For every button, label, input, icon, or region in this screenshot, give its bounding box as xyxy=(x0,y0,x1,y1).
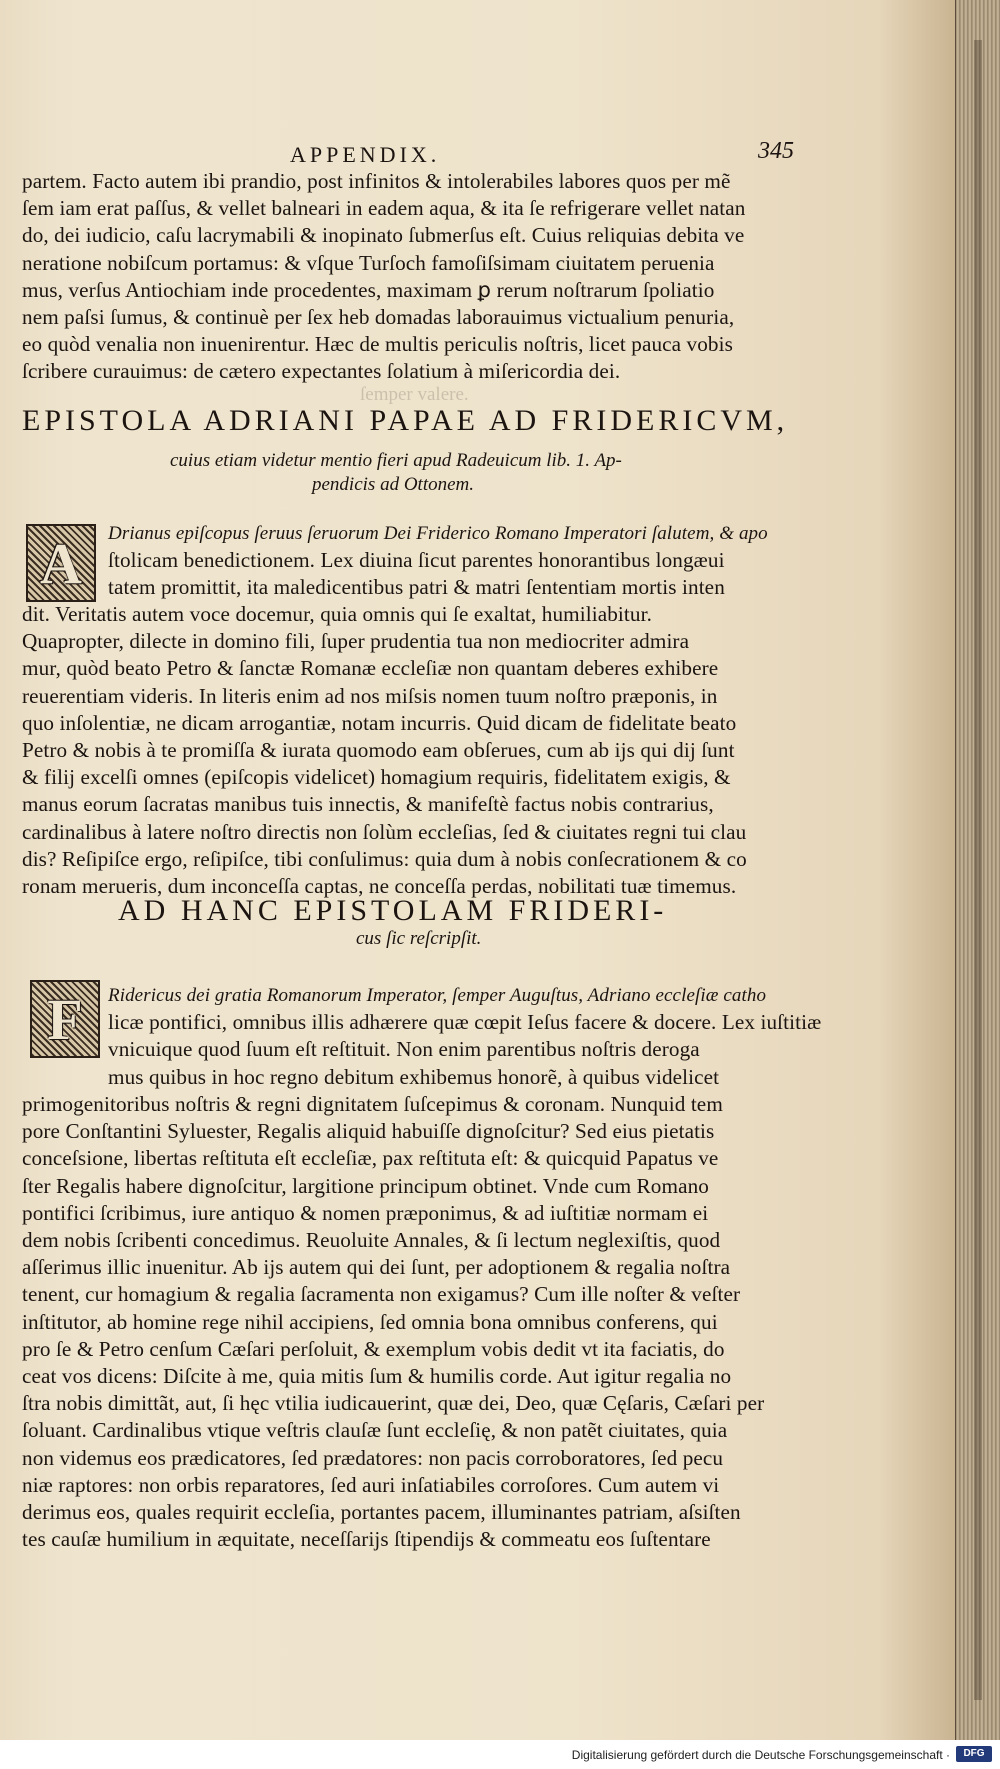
letter-adriani-body xyxy=(22,601,807,900)
text-line: eo quòd venalia non inuenirentur. Hæc de multis periculis noſtris, licet pauca vobis xyxy=(22,332,733,357)
text-line: primogenitoribus noſtris & regni dignitatem ſuſcepimus & coronam. Nunquid tem xyxy=(22,1092,723,1116)
section-previous-letter xyxy=(22,168,807,386)
page-number: 345 xyxy=(758,138,794,164)
text-line: pro ſe & Petro cenſum Cæſari perſoluit, & exemplum vobis dedit vt ita faciatis, do xyxy=(22,1336,725,1361)
text-line: neratione nobiſcum portamus: & vſque Turſoch famoſiſsimam ciuitatem peruenia xyxy=(22,250,715,275)
dfg-logo: DFG xyxy=(956,1746,992,1762)
text-line: ceat vos dicens: Diſcite à me, quia mitis ſum & humilis corde. Aut igitur regalia no xyxy=(22,1364,732,1389)
text-line: nem paſsi ſumus, & continuè per ſex heb domadas laborauimus victualium penuria, xyxy=(22,305,735,330)
funding-credit: Digitalisierung gefördert durch die Deutsche Forschungsgemeinschaft · xyxy=(571,1748,950,1762)
text-line: ſtolicam benedictionem. Lex diuina ſicut parentes honorantibus longæui xyxy=(108,548,725,573)
text-line: vnicuique quod ſuum eſt reſtituit. Non enim parentibus noſtris deroga xyxy=(108,1037,700,1062)
text-line: cardinalibus à latere noſtro directis non ſolùm eccleſias, ſed & ciuitates regni tui clau xyxy=(22,819,747,844)
text-line: manus eorum ſacratas manibus tuis innectis, & manifeſtè factus nobis contrarius, xyxy=(22,792,714,817)
text-line: ſoluant. Cardinalibus vtique veſtris clauſæ ſunt eccleſię, & non patẽt ciuitates, quia xyxy=(22,1418,728,1443)
section-subheading: cuius etiam videtur mentio fieri apud Radeuicum lib. 1. Ap- xyxy=(170,450,622,471)
text-line: & filij excelſi omnes (epiſcopis videlicet) homagium requiris, fidelitatem exigis, & xyxy=(22,765,731,790)
decorated-initial-f xyxy=(30,980,100,1058)
digitization-footer xyxy=(0,1740,1000,1769)
text-line: ſtra nobis dimittãt, aut, ſi hęc vtilia iudicauerint, quæ dei, Deo, quæ Cęſaris, Cæſari per xyxy=(22,1391,765,1416)
text-line: ſcribere curauimus: de cætero expectantes ſolatium à miſericordia dei. xyxy=(22,359,621,384)
bleed-through-text: ſemper valere. xyxy=(360,384,469,405)
text-line: conceſsione, libertas reſtituta eſt eccleſiæ, pax reſtituta eſt: & quicquid Papatus ve xyxy=(22,1146,719,1171)
text-line: tenent, cur homagium & regalia ſacramenta non exigamus? Cum ille noſter & veſter xyxy=(22,1282,741,1307)
text-line: niæ raptores: non orbis reparatores, ſed auri inſatiabiles corroſores. Cum autem vi xyxy=(22,1472,720,1497)
initial-letter: F xyxy=(47,987,83,1052)
text-line: tatem promittit, ita maledicentibus patri & matri ſententiam mortis inten xyxy=(108,575,725,600)
section-subheading: cus ſic reſcripſit. xyxy=(356,928,482,949)
text-line: do, dei iudicio, caſu lacrymabili & inopinato ſubmerſus eſt. Cuius reliquias debita ve xyxy=(22,223,745,248)
text-line: dis? Reſipiſce ergo, reſipiſce, tibi conſulimus: quia dum à nobis conſecrationem & co xyxy=(22,846,747,871)
text-line: tes cauſæ humilium in æquitate, neceſſarijs ſtipendijs & commeatu eos ſuſtentare xyxy=(22,1527,711,1552)
book-page-edge xyxy=(955,0,1000,1740)
text-line: mus quibus in hoc regno debitum exhibemus honorẽ, à quibus videlicet xyxy=(108,1064,720,1089)
text-line: ronam merueris, dum inconceſſa captas, ne conceſſa perdas, nobilitati tuæ timemus. xyxy=(22,874,737,899)
text-line: dit. Veritatis autem voce docemur, quia omnis qui ſe exaltat, humiliabitur. xyxy=(22,602,652,626)
text-line: quo inſolentiæ, ne dicam arrogantiæ, notam incurris. Quid dicam de fidelitate beato xyxy=(22,710,737,735)
text-line: ſter Regalis habere dignoſcitur, largitione principum obtinet. Vnde cum Romano xyxy=(22,1173,709,1198)
text-line: pore Conſtantini Syluester, Regalis aliquid habuiſſe dignoſcitur? Sed eius pietatis xyxy=(22,1119,715,1144)
text-line: inſtitutor, ab homine rege nihil accipiens, ſed omnia bona omnibus conferens, qui xyxy=(22,1309,718,1334)
text-line: partem. Facto autem ibi prandio, post infinitos & intolerabiles labores quos per mẽ xyxy=(22,169,731,193)
text-line: ſem iam erat paſſus, & vellet balneari in eadem aqua, & ita ſe refrigerare vellet natan xyxy=(22,196,746,221)
text-line: pontifici ſcribimus, iure antiquo & nomen præponimus, & ad iuſtitiæ normam ei xyxy=(22,1200,709,1225)
text-line: aſſerimus illic inuenitur. Ab ijs autem qui dei ſunt, per adoptionem & regalia noſtra xyxy=(22,1255,731,1280)
text-line: derimus eos, quales requirit eccleſia, portantes pacem, illuminantes patriam, aſsiſten xyxy=(22,1500,741,1525)
running-title: APPENDIX. xyxy=(290,142,441,167)
letter-adriani-opening xyxy=(108,520,808,602)
text-line: Quapropter, dilecte in domino fili, ſuper prudentia tua non mediocriter admira xyxy=(22,629,690,654)
initial-letter: A xyxy=(40,531,82,596)
section-heading: EPISTOLA ADRIANI PAPAE AD FRIDERICVM, xyxy=(22,404,789,437)
text-line: licæ pontifici, omnibus illis adhærere quæ cœpit Ieſus facere & docere. Lex iuſtitiæ xyxy=(108,1010,822,1035)
letter-friderici-body xyxy=(22,1091,807,1553)
section-heading: AD HANC EPISTOLAM FRIDERI- xyxy=(118,894,668,927)
text-line: non videmus eos prædicatores, ſed prædatores: non pacis corroboratores, ſed pecu xyxy=(22,1445,724,1470)
text-line: dem nobis ſcribenti concedimus. Reuoluite Annales, & ſi lectum neglexiſtis, quod xyxy=(22,1228,721,1253)
text-line: Ridericus dei gratia Romanorum Imperator, ſemper Auguſtus, Adriano eccleſiæ catho xyxy=(108,985,767,1006)
section-subheading: pendicis ad Ottonem. xyxy=(312,474,475,495)
letter-friderici-opening xyxy=(108,982,822,1091)
text-line: reuerentiam videris. In literis enim ad nos miſsis nomen tuum noſtro præponis, in xyxy=(22,683,718,708)
text-line: Drianus epiſcopus ſeruus ſeruorum Dei Friderico Romano Imperatori ſalutem, & apo xyxy=(108,523,768,544)
text-line: mur, quòd beato Petro & ſanctæ Romanæ eccleſiæ non quantam deberes exhibere xyxy=(22,656,719,681)
text-line: mus, verſus Antiochiam inde procedentes, maximam ꝑ rerum noſtrarum ſpoliatio xyxy=(22,277,715,302)
decorated-initial-a xyxy=(26,524,96,602)
text-line: Petro & nobis à te promiſſa & iurata quomodo eam obſerues, cum ab ijs qui dij ſunt xyxy=(22,738,735,763)
